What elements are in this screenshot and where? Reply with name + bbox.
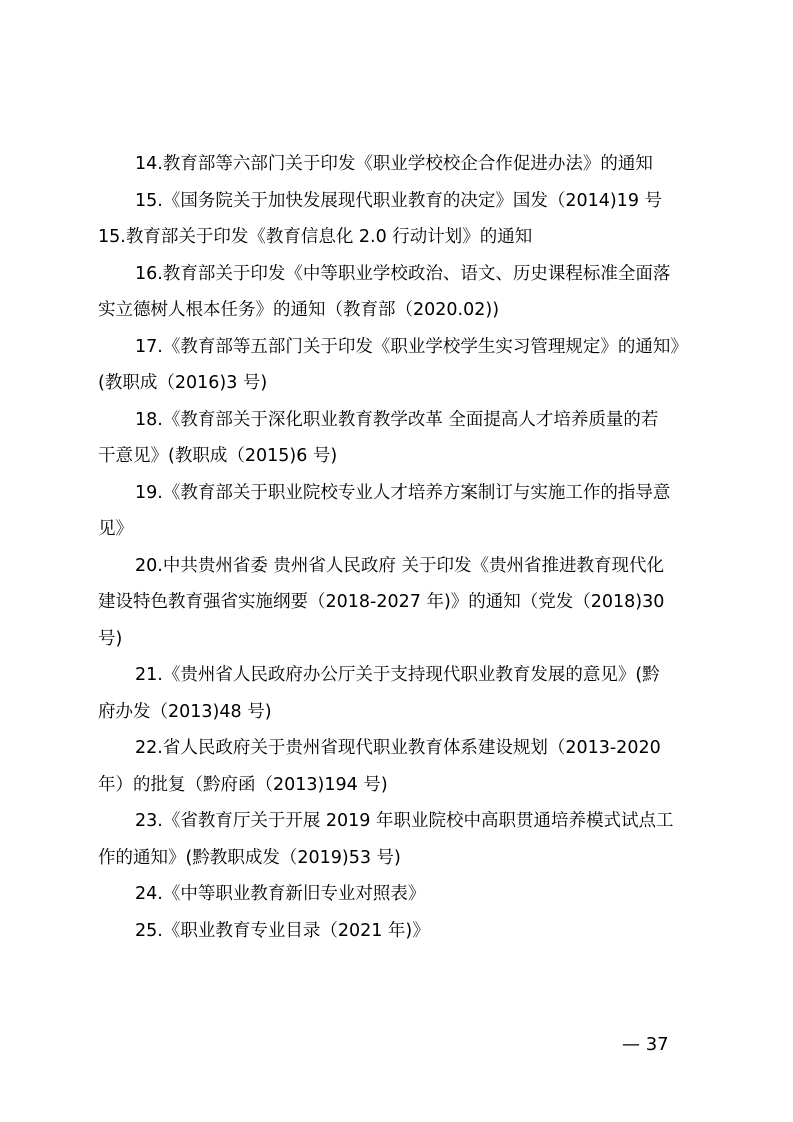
reference-line: 实立德树人根本任务》的通知（教育部（2020.02)) bbox=[98, 300, 500, 320]
reference-line: 25.《职业教育专业目录（2021 年)》 bbox=[135, 920, 430, 941]
reference-line: (教职成（2016)3 号) bbox=[98, 373, 268, 393]
reference-list bbox=[98, 146, 698, 949]
reference-line: 22.省人民政府关于贵州省现代职业教育体系建设规划（2013-2020 bbox=[135, 738, 661, 758]
reference-line: 17.《教育部等五部门关于印发《职业学校学生实习管理规定》的通知》 bbox=[135, 336, 688, 357]
reference-line: 作的通知》(黔教职成发（2019)53 号) bbox=[98, 847, 401, 868]
reference-line: 见》 bbox=[98, 519, 133, 539]
reference-line: 16.教育部关于印发《中等职业学校政治、语文、历史课程标准全面落 bbox=[135, 263, 671, 284]
reference-line: 23.《省教育厅关于开展 2019 年职业院校中高职贯通培养模式试点工 bbox=[135, 811, 674, 831]
reference-line: 18.《教育部关于深化职业教育教学改革 全面提高人才培养质量的若 bbox=[135, 409, 659, 430]
reference-line: 干意见》(教职成（2015)6 号) bbox=[98, 446, 338, 466]
reference-line: 建设特色教育强省实施纲要（2018-2027 年)》的通知（党发（2018)30 bbox=[98, 592, 665, 612]
reference-line: 14.教育部等六部门关于印发《职业学校校企合作促进办法》的通知 bbox=[135, 154, 653, 174]
reference-line: 号) bbox=[98, 628, 123, 649]
reference-line: 20.中共贵州省委 贵州省人民政府 关于印发《贵州省推进教育现代化 bbox=[135, 555, 664, 576]
reference-line: 15.《国务院关于加快发展现代职业教育的决定》国发（2014)19 号 bbox=[135, 190, 663, 211]
reference-line: 15.教育部关于印发《教育信息化 2.0 行动计划》的通知 bbox=[98, 227, 533, 247]
reference-line: 21.《贵州省人民政府办公厅关于支持现代职业教育发展的意见》(黔 bbox=[135, 665, 660, 685]
reference-line: 19.《教育部关于职业院校专业人才培养方案制订与实施工作的指导意 bbox=[135, 482, 671, 503]
reference-line: 24.《中等职业教育新旧专业对照表》 bbox=[135, 884, 426, 904]
reference-line: 年）的批复（黔府函（2013)194 号) bbox=[98, 774, 388, 795]
page-number: — 37 bbox=[622, 1034, 669, 1055]
reference-line: 府办发（2013)48 号) bbox=[98, 701, 272, 722]
